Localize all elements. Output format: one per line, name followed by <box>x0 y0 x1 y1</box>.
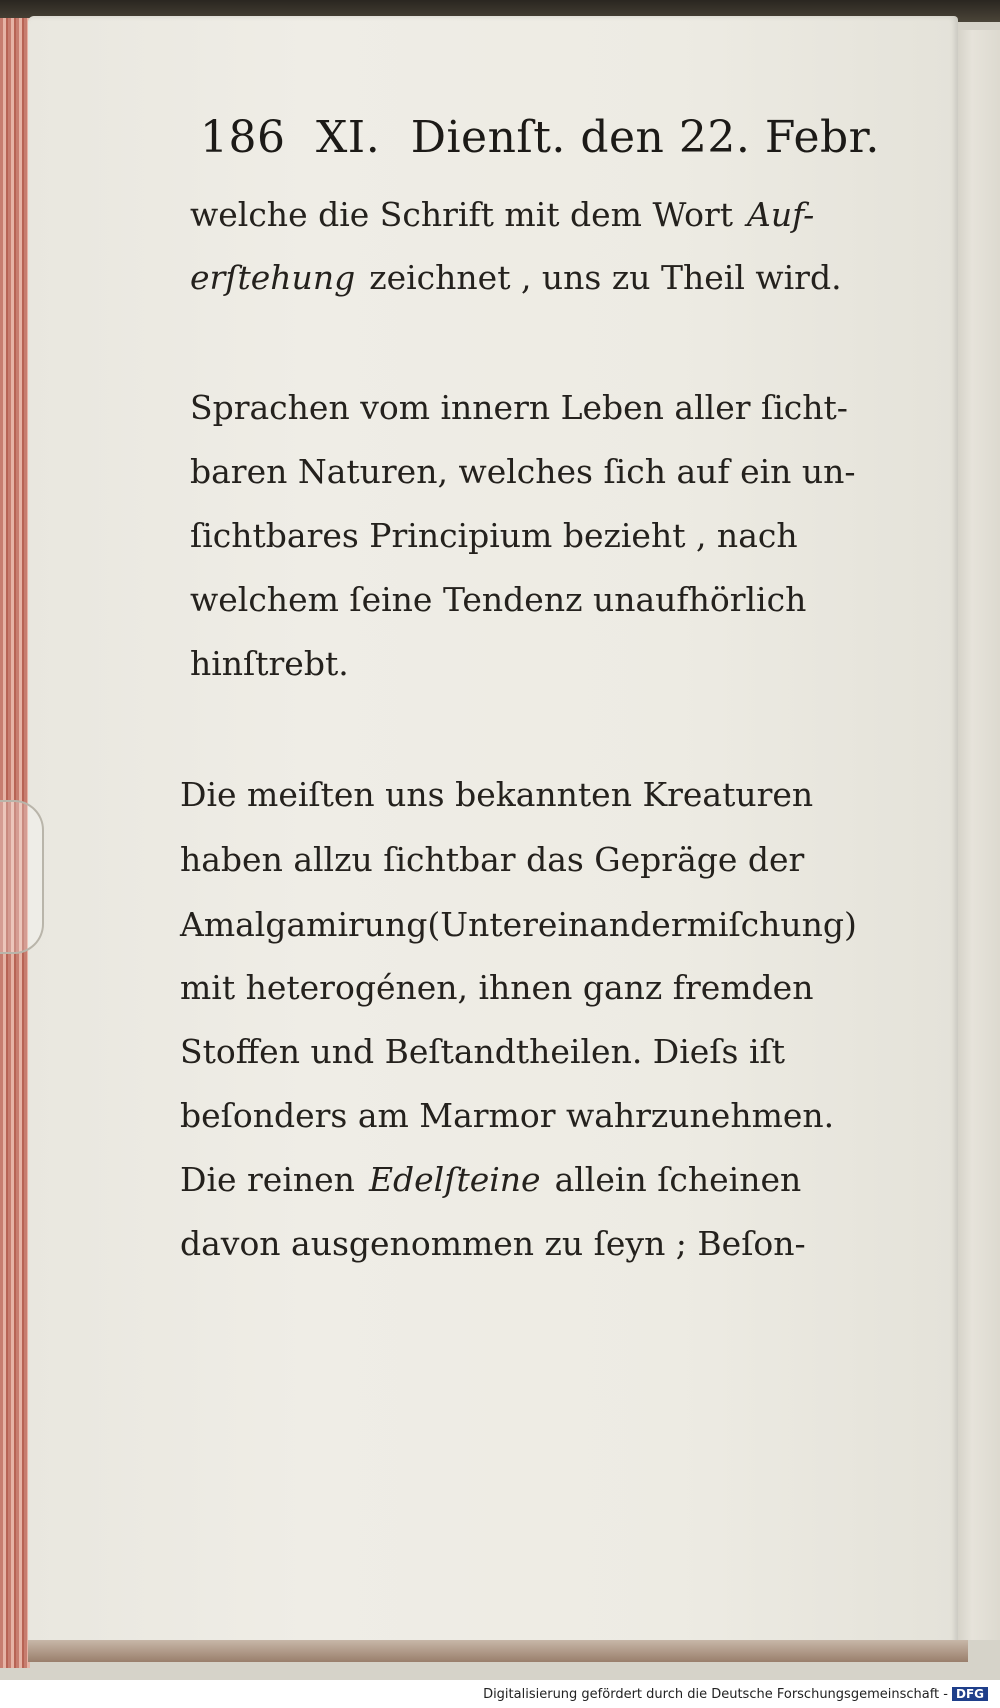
digitization-credit: Digitalisierung gefördert durch die Deutsche Forschungsgemeinschaft - DFG <box>483 1687 988 1702</box>
book-bottom-edge <box>28 1640 968 1662</box>
text-line: ſichtbares Principium bezieht , nach <box>190 516 798 555</box>
text-line: Die meiſten uns bekannten Kreaturen <box>180 775 814 814</box>
text-line: Amalgamirung(Untereinandermiſchung) <box>180 905 857 944</box>
text-line: haben allzu ſichtbar das Gepräge der <box>180 840 805 879</box>
text-line: Die reinen Edelſteine allein ſcheinen <box>180 1160 802 1199</box>
page-clip-mark <box>0 800 44 954</box>
text-line: welchem ſeine Tendenz unaufhörlich <box>190 580 807 619</box>
text-line: davon ausgenommen zu ſeyn ; Beſon- <box>180 1224 806 1263</box>
running-header <box>200 112 880 163</box>
text-line: beſonders am Marmor wahrzunehmen. <box>180 1096 835 1135</box>
text-line: erſtehung zeichnet , uns zu Theil wird. <box>190 258 842 297</box>
page-number: 186 <box>200 112 286 163</box>
text-line: welche die Schrift mit dem Wort Auf- <box>190 195 815 234</box>
chapter-number: XI. <box>315 112 381 163</box>
dfg-logo: DFG <box>952 1687 988 1701</box>
header-title: Dienſt. den 22. Febr. <box>410 112 880 163</box>
text-line: mit heterogénen, ihnen ganz fremden <box>180 968 814 1007</box>
text-line: hinſtrebt. <box>190 644 349 683</box>
text-line: baren Naturen, welches ſich auf ein un- <box>190 452 856 491</box>
text-line: Sprachen vom innern Leben aller ſicht- <box>190 388 848 427</box>
text-line: Stoffen und Beſtandtheilen. Dieſs iſt <box>180 1032 786 1071</box>
